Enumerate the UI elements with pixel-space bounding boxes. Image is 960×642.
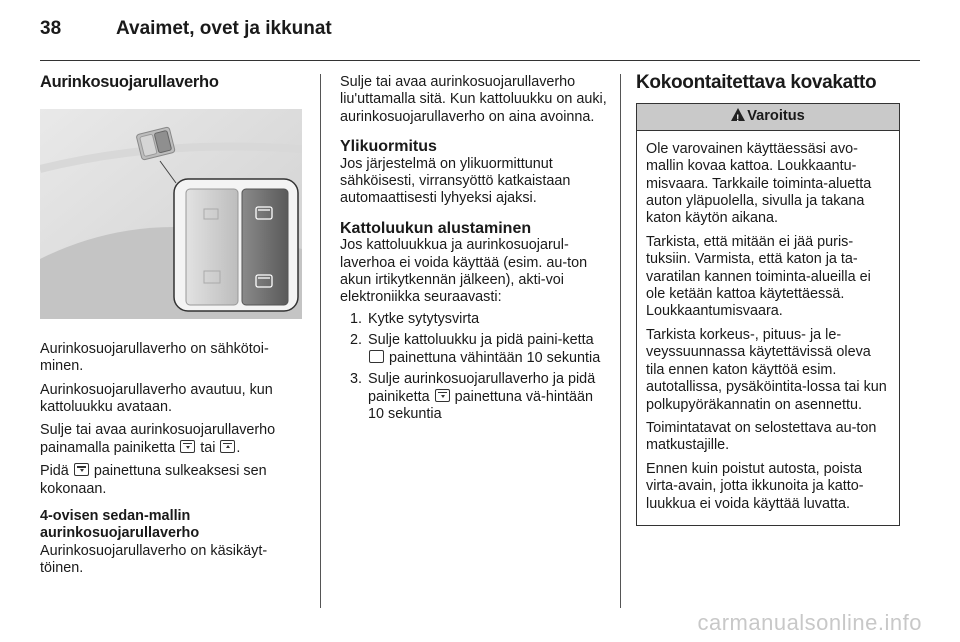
text: painettuna vähintään 10 sekuntia: [389, 349, 601, 366]
sunblind-close-icon: [180, 440, 195, 453]
text: Aurinkosuojarullaverho avautuu, kun kattoluukku avataan.: [40, 381, 273, 416]
warning-box: [636, 103, 900, 526]
column-3: [636, 74, 900, 526]
column-1: [40, 74, 306, 584]
paragraph: [40, 463, 306, 498]
page-number: 38: [40, 18, 62, 39]
heading-overload: Ylikuormitus: [340, 138, 437, 156]
section-heading-sunblind: Aurinkosuojarullaverho: [40, 73, 219, 91]
warning-body: [637, 131, 899, 525]
sunblind-close-icon: [435, 389, 450, 402]
warning-header: [637, 104, 899, 130]
text: .: [236, 439, 241, 456]
paragraph: [40, 382, 306, 417]
page-header: [40, 18, 332, 40]
warning-paragraph: Tarkista, että mitään ei jää puris-tuksiin. Varmista, että katon ja ta-varatilan kannen toiminta-alueilla ei ole ketään kattoa käytettäessä. Loukkaantumisvaara.: [646, 233, 871, 320]
column-divider: [620, 74, 621, 608]
paragraph: Jos järjestelmä on ylikuormittunut sähköisesti, virransyöttö katkaistaan automaattisesti lyhyeksi ajaksi.: [340, 155, 571, 207]
text: painettuna vä-hintään 10 sekuntia: [368, 388, 594, 422]
paragraph: Aurinkosuojarullaverho on käsikäyt-töinen.: [40, 542, 268, 577]
text: Sulje aurinkosuojarullaverho ja pidä painiketta: [368, 371, 596, 405]
text: Pidä: [40, 463, 69, 480]
sunblind-switch-illustration: [40, 109, 302, 319]
text: painettuna sulkeaksesi sen kokonaan.: [40, 463, 267, 497]
subheading-sedan: 4-ovisen sedan-mallin aurinkosuojarullaverho: [40, 508, 200, 542]
list-item: [366, 311, 608, 328]
list-item: [366, 371, 608, 423]
text: Sulje tai avaa aurinkosuojarullaverho painamalla painiketta: [40, 422, 276, 456]
text: Sulje kattoluukku ja pidä paini-ketta: [368, 332, 594, 349]
column-divider: [320, 74, 321, 608]
warning-paragraph: Ennen kuin poistut autosta, poista virta-avain, jotta ikkunoita ja katto-luukkua ei voida käyttää luvatta.: [646, 460, 864, 512]
chapter-title: Avaimet, ovet ja ikkunat: [116, 18, 332, 39]
paragraph: [40, 422, 306, 457]
warning-paragraph: Toimintatavat on selostettava au-ton matkustajille.: [646, 419, 877, 454]
sunroof-button-icon: [369, 350, 384, 363]
warning-paragraph: Tarkista korkeus-, pituus- ja le-veyssuunnassa käytettävissä oleva tila ennen katon käyttöä esim. autotallissa, pysäköintita-lossa tai kun polkupyöräkannatin on asennettu.: [646, 326, 887, 413]
warning-title: Varoitus: [747, 108, 805, 125]
paragraph: Jos kattoluukkua ja aurinkosuojarul-laverhoa ei voida käyttää (esim. au-ton akun irtikytkennän jälkeen), akti-voi elektroniikka seuraavasti:: [340, 237, 588, 306]
section-heading-hardtop: Kokoontaitettava kovakatto: [636, 72, 877, 93]
paragraph: Aurinkosuojarullaverho on sähkötoi-minen.: [40, 340, 269, 375]
sunblind-open-icon: [220, 440, 235, 453]
list-item: [366, 332, 608, 367]
header-rule: [40, 60, 920, 61]
init-steps: [340, 311, 608, 423]
paragraph: Sulje tai avaa aurinkosuojarullaverho liu'uttamalla sitä. Kun kattoluukku on auki, aurinkosuojarullaverho on aina avoinna.: [340, 74, 607, 125]
watermark: carmanualsonline.info: [697, 610, 922, 635]
column-2: [340, 74, 608, 427]
heading-initialise: Kattoluukun alustaminen: [340, 219, 532, 237]
text: tai: [200, 439, 216, 456]
warning-triangle-icon: [731, 108, 745, 121]
text: Kytke sytytysvirta: [368, 310, 480, 327]
sunblind-close-icon: [74, 463, 89, 476]
warning-paragraph: Ole varovainen käyttäessäsi avo-mallin kovaa kattoa. Loukkaantu-misvaara. Tarkkaile toiminta-aluetta auton yläpuolella, sivulla ja takana katon käytön aikana.: [646, 140, 872, 227]
